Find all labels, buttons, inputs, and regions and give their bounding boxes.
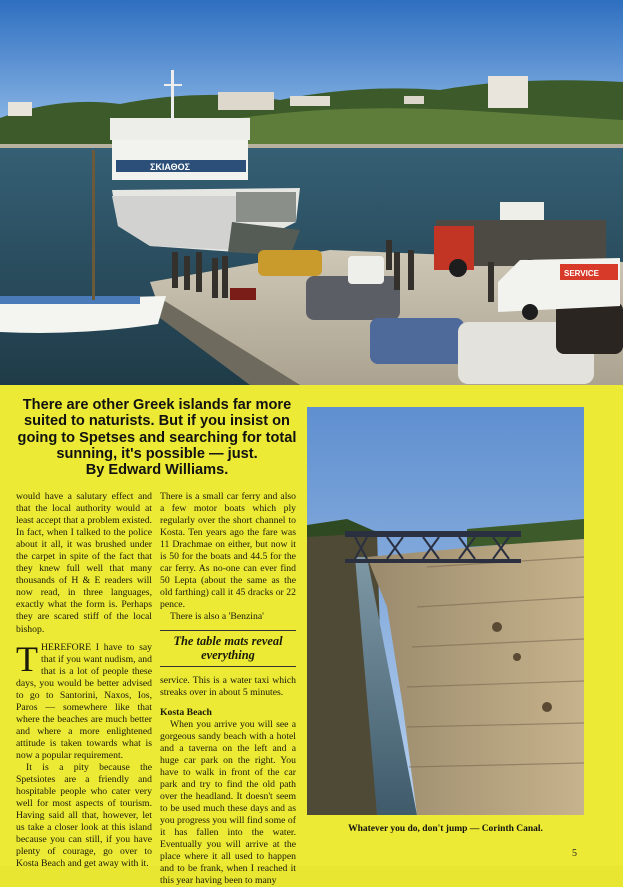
photo-caption: Whatever you do, don't jump — Corinth Canal.	[348, 824, 543, 834]
paragraph-text: HEREFORE I have to say that if you want nudism, and that is a lot of people these days, you would be better advised to go to Santorini, Naxos, Ios, Paros — somewhere like that where the beaches are much better and where a more enlightened attitude is taken towards what is now a popular requirement.	[16, 641, 152, 761]
ship-name-text: ΣΚΙΑΘΟΣ	[150, 162, 191, 172]
article-headline	[16, 397, 298, 478]
van-sign-text: SERVICE	[564, 269, 599, 278]
harbour-ferry-photo	[0, 0, 623, 385]
subheading: Kosta Beach	[160, 706, 212, 718]
paragraph: When you arrive you will see a gorgeous sandy beach with a hotel and a taverna on the left and a huge car park on the right. You have to walk in front of the car park and try to find the old path over the headland. It doesn't seem to be used much these days and as you progress you will find some of it has fallen into the water. Eventually you will arrive at the place where it all used to happen and to be frank, when I reached it this year having been to many	[160, 718, 296, 887]
drop-cap: T	[16, 638, 38, 679]
paragraph: would have a salutary effect and that the local authority would at least accept that a problem existed. In fact, when I talked to the police about it all, it was brushed under the carpet in spite of the fact that they knew full well that many thousands of H & E readers will now read, in three languages, exactly what the form is. Perhaps they are scared stiff of the local bishop.	[16, 491, 152, 635]
page-number: 5	[572, 848, 577, 859]
paragraph-dropcap	[16, 638, 152, 762]
corinth-canal-photo	[307, 407, 584, 815]
paragraph: There is also a 'Benzina'	[170, 611, 264, 623]
paragraph: There is a small car ferry and also a few motor boats which ply regularly over the short channel to Kosta. Ten years ago the fare was 11 Drachmae on either, but now it is 50 for the boats and 44.5 for the car ferry. As no-one can ever find 50 Lepta (about the same as the old farthing) call it 45 dracks or 22 pence.	[160, 491, 296, 611]
headline-text: There are other Greek islands far more suited to naturists. But if you insist on going to Spetses and searching for total sunning, it's possible — just.	[17, 397, 297, 462]
byline: By Edward Williams.	[85, 462, 229, 479]
column-2	[160, 491, 296, 887]
column-1	[16, 491, 152, 870]
paragraph: service. This is a water taxi which streaks over in about 5 minutes.	[160, 674, 296, 698]
paragraph: It is a pity because the Spetsiotes are a friendly and hospitable people who cater very well for most aspects of tourism. Having said all that, however, let us take a closer look at this island because you can still, if you have plenty of courage, go over to Kosta Beach and get away with it.	[16, 762, 152, 870]
pull-quote: The table mats reveal everything	[160, 630, 296, 667]
